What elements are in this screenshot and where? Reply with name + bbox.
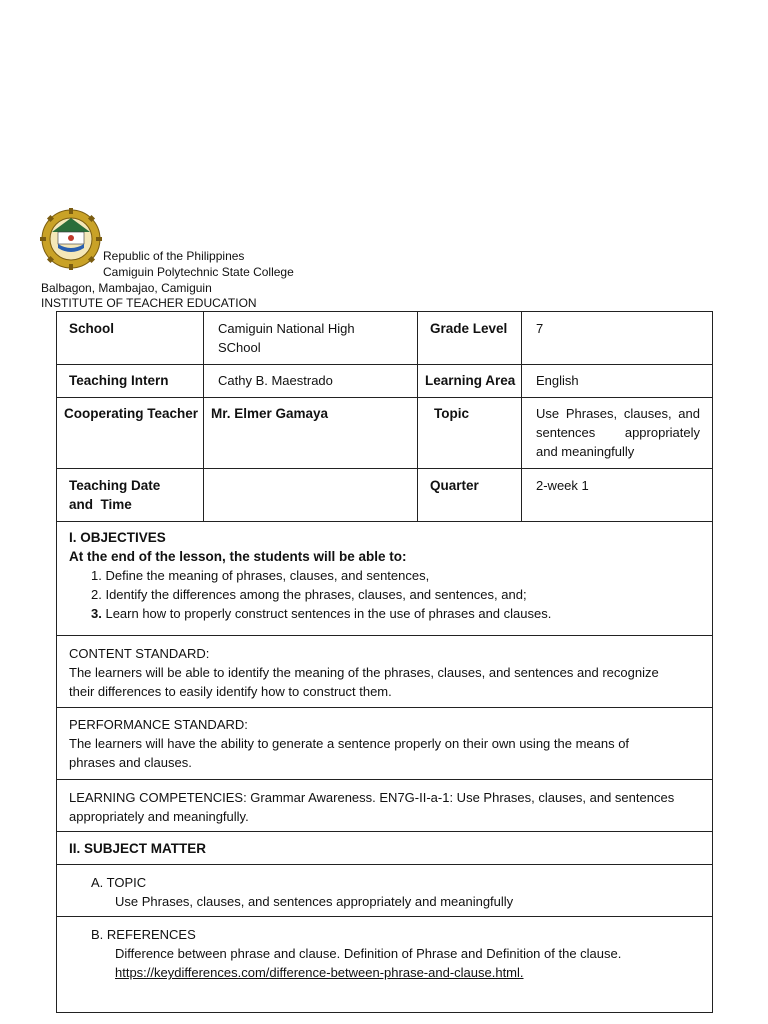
coop-label-cell — [57, 398, 203, 468]
grade-value-cell — [521, 312, 712, 364]
quarter-label-cell — [417, 469, 521, 521]
objective-text: Learn how to properly construct sentences in the use of phrases and clauses. — [105, 606, 552, 621]
quarter-label: Quarter — [430, 478, 479, 493]
objective-text: Define the meaning of phrases, clauses, and sentences, — [105, 568, 430, 583]
objective-number: 1. — [91, 568, 102, 583]
references-text: Difference between phrase and clause. Definition of Phrase and Definition of the clause. — [115, 946, 622, 961]
objective-item — [91, 604, 712, 623]
objectives-heading: I. OBJECTIVES — [69, 530, 166, 545]
section-topic — [57, 865, 712, 917]
objective-number: 2. — [91, 587, 102, 602]
school-label: School — [69, 321, 115, 336]
objective-number: 3. — [91, 606, 102, 621]
area-value: English — [536, 373, 579, 388]
topic-value-line2: sentences appropriately — [536, 425, 700, 440]
school-label-cell — [57, 312, 203, 364]
grade-label-cell — [417, 312, 521, 364]
performance-standard-heading: PERFORMANCE STANDARD: — [69, 717, 248, 732]
subject-matter-heading: II. SUBJECT MATTER — [69, 841, 207, 856]
coop-label: Cooperating Teacher — [64, 406, 199, 421]
section-performance-standard — [57, 708, 712, 780]
row-intern — [57, 365, 712, 398]
area-label: Learning Area — [425, 373, 516, 388]
row-school — [57, 312, 712, 365]
intern-value: Cathy B. Maestrado — [218, 373, 333, 388]
school-value-line2: SChool — [218, 340, 261, 355]
performance-standard-line1: The learners will have the ability to generate a sentence properly on their own using the means of — [69, 736, 630, 751]
header-address: Balbagon, Mambajao, Camiguin — [41, 281, 212, 295]
topic-value-cell — [521, 398, 712, 468]
quarter-value: 2-week 1 — [536, 478, 589, 493]
topic-text: Use Phrases, clauses, and sentences appropriately and meaningfully — [115, 894, 514, 909]
section-objectives — [57, 522, 712, 636]
objective-item — [91, 566, 712, 585]
topic-label: Topic — [434, 406, 469, 421]
references-link[interactable]: https://keydifferences.com/difference-between-phrase-and-clause.html. — [115, 965, 524, 980]
objective-item — [91, 585, 712, 604]
competencies-line1: LEARNING COMPETENCIES: Grammar Awareness. EN7G-II-a-1: Use Phrases, clauses, and sentences — [69, 790, 675, 805]
content-standard-heading: CONTENT STANDARD: — [69, 646, 210, 661]
area-label-cell — [417, 365, 521, 397]
date-label-line1: Teaching Date — [69, 478, 161, 493]
content-standard-line1: The learners will be able to identify the meaning of the phrases, clauses, and sentences and recognize — [69, 665, 659, 680]
row-cooperating — [57, 398, 712, 469]
date-value-cell — [203, 469, 417, 521]
quarter-value-cell — [521, 469, 712, 521]
objectives-list — [69, 566, 712, 623]
row-date — [57, 469, 712, 522]
objective-text: Identify the differences among the phrases, clauses, and sentences, and; — [105, 587, 527, 602]
header-college-name: Camiguin Polytechnic State College — [103, 265, 294, 279]
header-institute: INSTITUTE OF TEACHER EDUCATION — [41, 296, 257, 310]
college-seal-logo — [40, 208, 102, 270]
competencies-line2: appropriately and meaningfully. — [69, 809, 249, 824]
coop-value-cell — [203, 398, 417, 468]
topic-value-line1: Use Phrases, clauses, and — [536, 406, 700, 421]
section-content-standard — [57, 636, 712, 708]
school-value-cell — [203, 312, 417, 364]
topic-label-cell — [417, 398, 521, 468]
date-label-line2: and Time — [69, 497, 132, 512]
section-competencies — [57, 780, 712, 832]
grade-label: Grade Level — [430, 321, 508, 336]
intern-label-cell — [57, 365, 203, 397]
performance-standard-line2: phrases and clauses. — [69, 755, 192, 770]
intern-label: Teaching Intern — [69, 373, 169, 388]
grade-value: 7 — [536, 321, 544, 336]
references-heading: B. REFERENCES — [91, 927, 196, 942]
coop-value: Mr. Elmer Gamaya — [211, 406, 329, 421]
date-label-cell — [57, 469, 203, 521]
section-references — [57, 917, 712, 1012]
section-subject-matter — [57, 832, 712, 865]
topic-value-line3: and meaningfully — [536, 444, 635, 459]
header-republic: Republic of the Philippines — [103, 249, 245, 263]
intern-value-cell — [203, 365, 417, 397]
content-standard-line2: their differences to easily identify how to construct them. — [69, 684, 392, 699]
school-value-line1: Camiguin National High — [218, 321, 355, 336]
lesson-plan-table — [56, 311, 713, 1013]
objectives-intro: At the end of the lesson, the students will be able to: — [69, 549, 407, 564]
topic-heading: A. TOPIC — [91, 875, 147, 890]
area-value-cell — [521, 365, 712, 397]
